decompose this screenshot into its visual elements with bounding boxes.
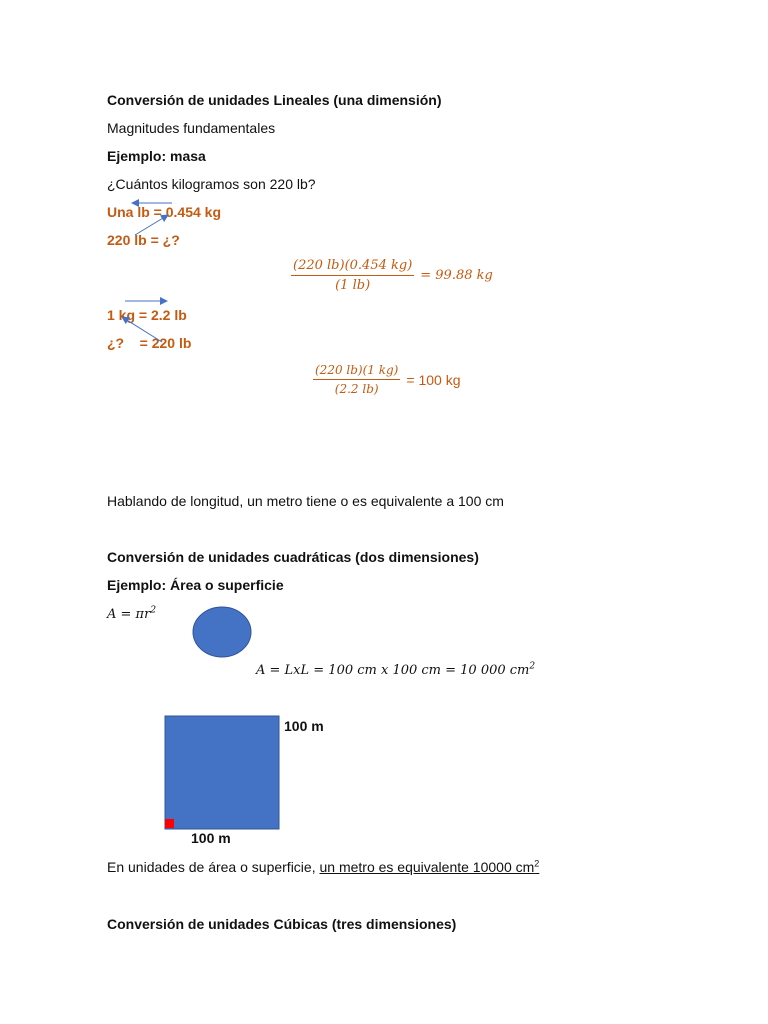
fraction-result: = 100 kg	[406, 371, 461, 388]
circle-area-formula: $A = \pi r^2$	[107, 605, 157, 622]
square-side-label-bottom: 100 m	[191, 830, 231, 846]
equation-lb-kg: Una lb = 0.454 kg	[107, 204, 221, 220]
arrow-kg-diagonal	[122, 317, 162, 342]
equation-220lb: 220 lb = ¿?	[107, 232, 180, 248]
circle-shape	[193, 607, 251, 657]
unit-marker	[165, 819, 174, 828]
square-area-formula: A = LxL = 100 cm x 100 cm = 10 000 $cm^2$	[256, 661, 536, 678]
fraction-numerator: (220 lb)(1 kg)	[313, 363, 400, 380]
equation-kg-lb: 1 kg = 2.2 lb	[107, 307, 187, 323]
fraction-numerator: (220 lb)(0.454 kg)	[291, 258, 414, 276]
fundamental-magnitudes: Magnitudes fundamentales	[107, 120, 276, 136]
fraction-denominator: (2.2 lb)	[334, 382, 379, 396]
square-side-label-right: 100 m	[284, 718, 324, 734]
square-shape	[165, 716, 279, 829]
arrow-lb-diagonal	[135, 215, 168, 235]
heading-quadratic: Conversión de unidades cuadráticas (dos dimensiones)	[107, 549, 479, 565]
area-equivalence-underlined: un metro es equivalente 10000 $cm^2$	[319, 858, 540, 875]
length-text: Hablando de longitud, un metro tiene o es equivalente a 100 cm	[107, 493, 504, 509]
equation-unknown-220lb: ¿? = 220 lb	[107, 335, 192, 351]
heading-cubic: Conversión de unidades Cúbicas (tres dimensiones)	[107, 916, 457, 932]
fraction-denominator: (1 lb)	[335, 278, 371, 293]
example-area: Ejemplo: Área o superficie	[107, 577, 284, 593]
area-equivalence-text: En unidades de área o superficie, un metro es equivalente 10000 $cm^2$	[107, 858, 540, 875]
heading-linear: Conversión de unidades Lineales (una dimensión)	[107, 92, 442, 108]
mass-question: ¿Cuántos kilogramos son 220 lb?	[107, 176, 316, 192]
example-mass: Ejemplo: masa	[107, 148, 206, 164]
fraction-result: = 99.88 kg	[420, 268, 493, 283]
